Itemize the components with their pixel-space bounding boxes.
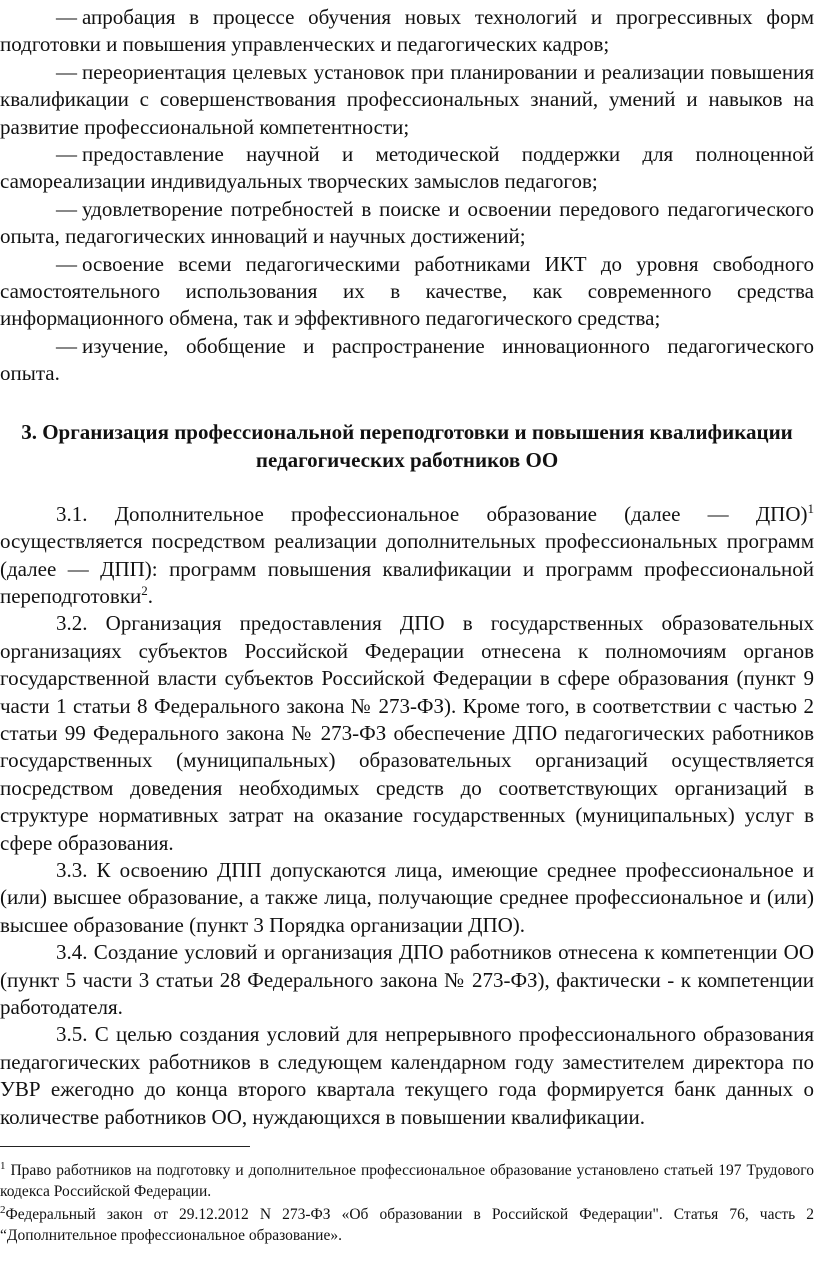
list-item-text: переориентация целевых установок при планировании и реализации повышения квалификации с совершенствования профессиональных знаний, умений и навыков на развитие профессиональной компетентности;	[0, 59, 814, 139]
paragraph-3-3: 3.3. К освоению ДПП допускаются лица, имеющие среднее профессиональное и (или) высшее образование, а также лица, получающие среднее профессиональное и (или) высшее образование (пункт 3 Порядка организации ДПО).	[0, 857, 814, 937]
list-item-text: освоение всеми педагогическими работниками ИКТ до уровня свободного самостоятельного использования их в качестве, как современного средства информационного обмена, так и эффективного педагогического средства;	[0, 251, 814, 331]
footnote-number: 2	[0, 1203, 6, 1216]
paragraph-3-1-part2: осуществляется посредством реализации дополнительных профессиональных программ (далее — ДПП): программ повышения квалификации и программ профессиональной переподготовки	[0, 529, 814, 608]
list-item	[0, 196, 814, 251]
dash-list	[0, 4, 814, 388]
section-heading: 3. Организация профессиональной переподготовки и повышения квалификации педагогических работников ОО	[21, 419, 793, 472]
dash-marker: —	[56, 5, 77, 29]
footnote-2	[0, 1204, 814, 1246]
dash-marker: —	[56, 251, 77, 276]
list-item-text: предоставление научной и методической поддержки для полноценной самореализации индивидуальных творческих замыслов педагогов;	[0, 142, 814, 194]
paragraph-3-1-part3: .	[147, 583, 154, 608]
paragraph-3-5: 3.5. С целью создания условий для непрерывного профессионального образования педагогических работников в следующем календарном году заместителем директора по УВР ежегодно до конца второго квартала текущего года формируется банк данных о количестве работников ОО, нуждающихся в повышении квалификации.	[0, 1022, 814, 1129]
footnote-text: Федеральный закон от 29.12.2012 N 273-ФЗ «Об образовании в Российской Федерации". Статья 76, часть 2 “Дополнительное профессиональное образование».	[0, 1206, 814, 1244]
dash-marker: —	[56, 142, 77, 167]
paragraph-3-4: 3.4. Создание условий и организация ДПО работников отнесена к компетенции ОО (пункт 5 части 3 статьи 28 Федерального закона № 273-ФЗ), фактически - к компетенции работодателя.	[0, 940, 814, 1019]
list-item-text: удовлетворение потребностей в поиске и освоении передового педагогического опыта, педагогических инноваций и научных достижений;	[0, 196, 814, 249]
list-item	[0, 141, 814, 196]
list-item	[0, 4, 814, 59]
dash-marker: —	[56, 333, 77, 358]
dash-marker: —	[56, 59, 77, 84]
paragraph-3-2: 3.2. Организация предоставления ДПО в государственных образовательных организациях субъектов Российской Федерации отнесена к полномочиям органов государственной власти субъектов Российской Федерации в сфере образования (пункт 9 части 1 статьи 8 Федерального закона № 273-ФЗ). Кроме того, в соответствии с частью 2 статьи 99 Федерального закона № 273-ФЗ обеспечение ДПО педагогических работников государственных (муниципальных) образовательных организаций осуществляется посредством доведения необходимых средств до соответствующих организаций в структуре нормативных затрат на оказание государственных (муниципальных) услуг в сфере образования.	[0, 611, 814, 855]
list-item	[0, 251, 814, 333]
footnotes	[0, 1160, 814, 1248]
footnote-separator	[0, 1146, 250, 1147]
list-item	[0, 333, 814, 388]
list-item	[0, 59, 814, 141]
paragraph-3-1	[0, 501, 814, 611]
footnote-number: 1	[0, 1159, 6, 1172]
list-item-text: изучение, обобщение и распространение инновационного педагогического опыта.	[0, 333, 814, 386]
list-item-text: апробация в процессе обучения новых технологий и прогрессивных форм подготовки и повышения управленческих и педагогических кадров;	[0, 5, 814, 57]
footnote-ref-1[interactable]: 1	[807, 500, 814, 516]
footnote-text: Право работников на подготовку и дополнительное профессиональное образование установлено статьей 197 Трудового кодекса Российской Федерации.	[0, 1162, 814, 1200]
dash-marker: —	[56, 196, 77, 221]
footnote-ref-2[interactable]: 2	[141, 582, 148, 598]
footnote-1	[0, 1160, 814, 1202]
paragraph-3-1-part1: 3.1. Дополнительное профессиональное образование (далее — ДПО)	[56, 501, 808, 526]
